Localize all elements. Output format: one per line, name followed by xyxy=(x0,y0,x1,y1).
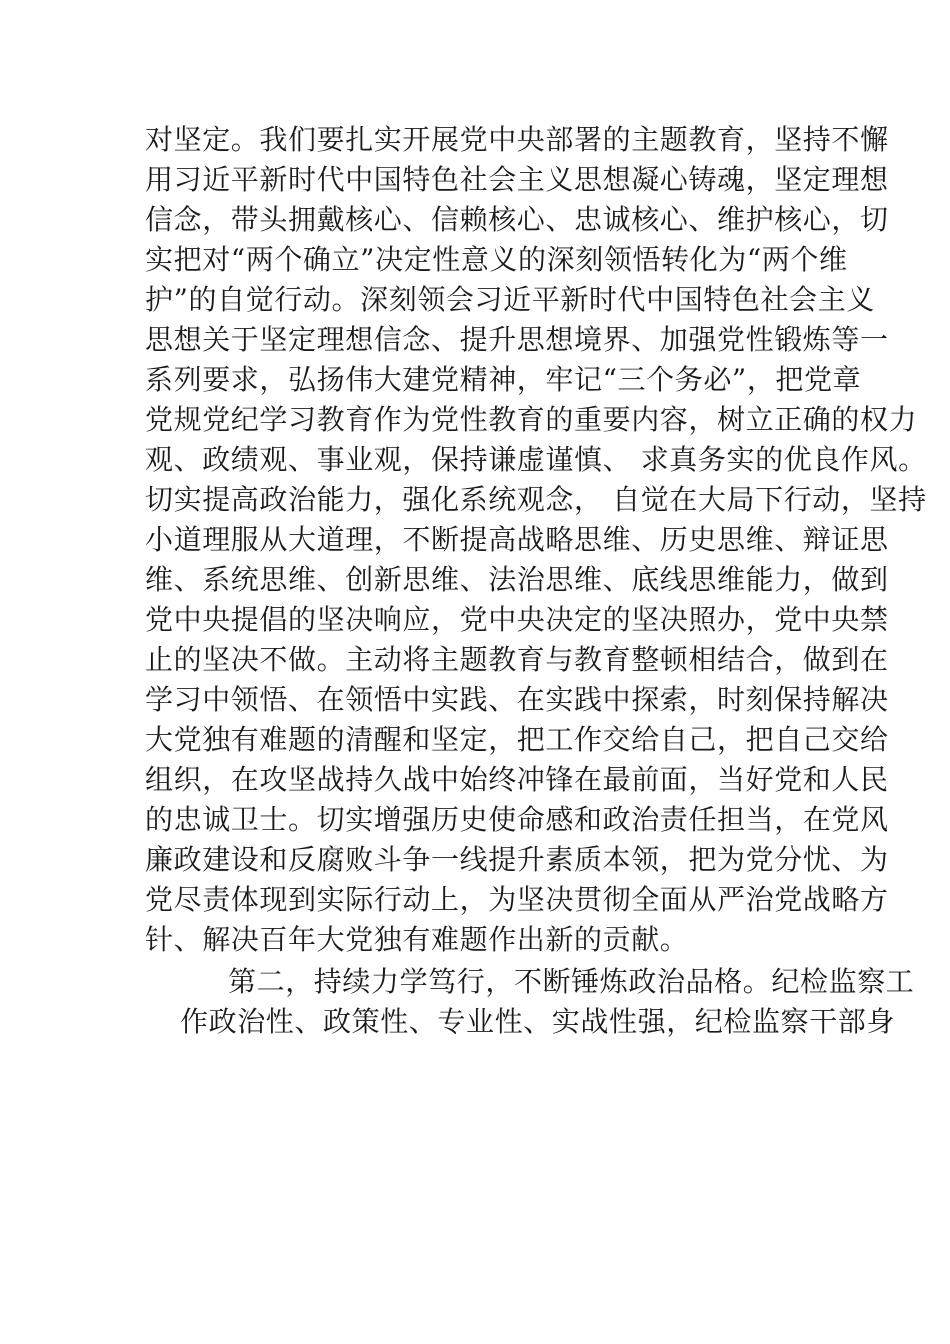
text-line: 止的坚决不做。主动将主题教育与教育整顿相结合，做到在 xyxy=(145,643,889,676)
text-line: 党中央提倡的坚决响应，党中央决定的坚决照办，党中央禁 xyxy=(145,603,889,636)
text-line: 学习中领悟、在领悟中实践、在实践中探索，时刻保持解决 xyxy=(145,683,889,716)
text-line: 党尽责体现到实际行动上，为坚决贯彻全面从严治党战略方 xyxy=(145,883,889,916)
text-line: 思想关于坚定理想信念、提升思想境界、加强党性锻炼等一 xyxy=(145,323,889,356)
text-line: 切实提高政治能力，强化系统观念， 自觉在大局下行动，坚持 xyxy=(145,483,927,516)
text-line: 维、系统思维、创新思维、法治思维、底线思维能力，做到 xyxy=(145,563,889,596)
text-line: 护”的自觉行动。深刻领会习近平新时代中国特色社会主义 xyxy=(145,283,875,316)
text-line: 组织，在攻坚战持久战中始终冲锋在最前面，当好党和人民 xyxy=(145,763,889,796)
text-line: 实把对“两个确立”决定性意义的深刻领悟转化为“两个维 xyxy=(145,243,848,276)
text-line: 廉政建设和反腐败斗争一线提升素质本领，把为党分忧、为 xyxy=(145,843,889,876)
text-line: 针、解决百年大党独有难题作出新的贡献。 xyxy=(145,923,689,956)
text-line: 的忠诚卫士。切实增强历史使命感和政治责任担当，在党风 xyxy=(145,803,889,836)
text-line: 信念，带头拥戴核心、信赖核心、忠诚核心、维护核心，切 xyxy=(145,203,889,236)
text-line: 小道理服从大道理，不断提高战略思维、历史思维、辩证思 xyxy=(145,523,889,556)
text-line: 对坚定。我们要扎实开展党中央部署的主题教育，坚持不懈 xyxy=(145,123,889,156)
text-line: 作政治性、政策性、专业性、实战性强，纪检监察干部身 xyxy=(180,1005,896,1038)
text-line: 党规党纪学习教育作为党性教育的重要内容，树立正确的权力 xyxy=(145,403,918,436)
text-line: 大党独有难题的清醒和坚定，把工作交给自己，把自己交给 xyxy=(145,723,889,756)
text-line: 系列要求，弘扬伟大建党精神，牢记“三个务必”，把党章 xyxy=(145,363,862,396)
text-line: 用习近平新时代中国特色社会主义思想凝心铸魂，坚定理想 xyxy=(145,163,889,196)
text-line: 观、政绩观、事业观，保持谦虚谨慎、 求真务实的优良作风。 xyxy=(145,443,927,476)
paragraph-start-line: 第二，持续力学笃行，不断锤炼政治品格。纪检监察工 xyxy=(228,965,915,998)
